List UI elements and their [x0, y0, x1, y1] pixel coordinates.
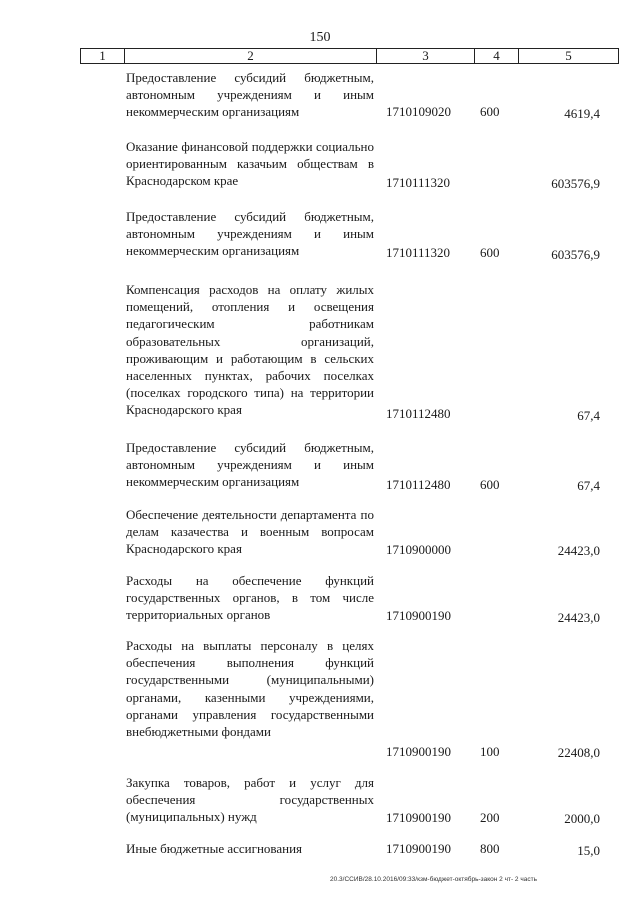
- row-code: 1710112480: [386, 406, 451, 421]
- row-code: 1710900190: [386, 810, 451, 825]
- row-code: 1710900190: [386, 744, 451, 759]
- row-description: Обеспечение деятельности департамента по делам казачества и военным вопросам Краснодарского края: [126, 507, 374, 557]
- row-type: 100: [480, 744, 500, 759]
- row-description: Закупка товаров, работ и услуг для обеспечения государственных (муниципальных) нужд: [126, 775, 374, 825]
- column-header-table: [80, 48, 619, 64]
- row-description: Предоставление субсидий бюджетным, автономным учреждениям и иным некоммерческим организациям: [126, 440, 374, 490]
- row-code: 1710111320: [386, 175, 451, 190]
- row-amount: 67,4: [577, 478, 600, 493]
- row-code: 1710111320: [386, 245, 451, 260]
- row-type: 800: [480, 841, 500, 856]
- column-header-1: 1: [81, 49, 125, 64]
- row-code: 1710112480: [386, 477, 451, 492]
- row-type: 600: [480, 477, 500, 492]
- row-description: Иные бюджетные ассигнования: [126, 841, 303, 856]
- row-code: 1710109020: [386, 104, 451, 119]
- row-amount: 24423,0: [557, 610, 600, 625]
- row-amount: 24423,0: [557, 543, 600, 558]
- row-description: Предоставление субсидий бюджетным, автономным учреждениям и иным некоммерческим организациям: [126, 70, 374, 120]
- column-header-2: 2: [125, 49, 377, 64]
- row-amount: 15,0: [577, 843, 600, 858]
- row-amount: 22408,0: [557, 745, 600, 760]
- column-header-4: 4: [475, 49, 519, 64]
- row-description: Расходы на выплаты персоналу в целях обеспечения выполнения функций государственными (муниципальными) органами, казенными учреждениями, органами управления государственными внебюджетными фондами: [126, 638, 374, 740]
- row-code: 1710900190: [386, 841, 451, 856]
- page-number: 150: [309, 30, 331, 45]
- row-amount: 2000,0: [564, 811, 600, 826]
- column-header-5: 5: [519, 49, 619, 64]
- row-type: 200: [480, 810, 500, 825]
- row-amount: 603576,9: [551, 176, 600, 191]
- row-code: 1710900190: [386, 608, 451, 623]
- column-header-row: [81, 49, 619, 64]
- row-description: Предоставление субсидий бюджетным, автономным учреждениям и иным некоммерческим организациям: [126, 209, 374, 259]
- row-amount: 603576,9: [551, 247, 600, 262]
- row-type: 600: [480, 104, 500, 119]
- row-code: 1710900000: [386, 542, 451, 557]
- column-header-3: 3: [377, 49, 475, 64]
- row-amount: 67,4: [577, 408, 600, 423]
- row-type: 600: [480, 245, 500, 260]
- row-amount: 4619,4: [564, 106, 600, 121]
- footer-file-stamp: 20.3/ССИВ/28.10.2016/09:33/кзм-бюджет-октябрь-закон 2 чт- 2 часть: [330, 876, 537, 883]
- row-description: Расходы на обеспечение функций государственных органов, в том числе территориальных органов: [126, 573, 374, 623]
- row-description: Компенсация расходов на оплату жилых помещений, отопления и освещения педагогическим работникам образовательных организаций, проживающим и работающим в сельских населенных пунктах, рабочих поселках (поселках городского типа) на территории Краснодарского края: [126, 282, 374, 418]
- row-description: Оказание финансовой поддержки социально ориентированным казачьим обществам в Краснодарском крае: [126, 139, 374, 189]
